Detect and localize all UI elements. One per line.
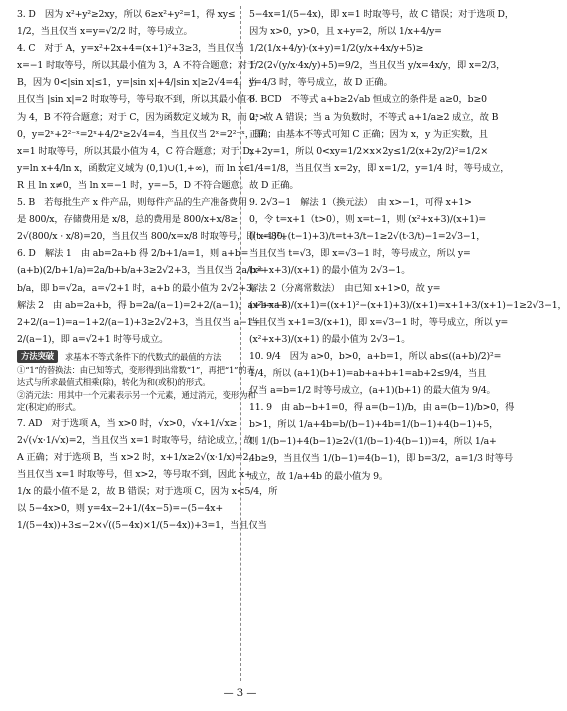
solution-line: 为 4，B 不符合题意；对于 C，因为函数定义域为 R，而 2ˣ>: [17, 111, 267, 123]
solution-line: 当且仅当 x+1=3/(x+1)，即 x=√3−1 时，等号成立，所以 y=: [249, 316, 509, 328]
solution-line: 是 800/x，存储费用是 x/8，总的费用是 800/x+x/8≥: [17, 214, 239, 226]
solution-line: 仅当 a=b=1/2 时等号成立，(a+1)(b+1) 的最大值为 9/4。: [249, 385, 496, 397]
solution-line: R 且 ln x≠0，当 ln x=−1 时，y=−5，D 不符合题意。: [17, 179, 249, 191]
solution-line: 当且仅当 x=1 时取等号，但 x>2，等号取不到，因此 x+: [17, 468, 252, 480]
solution-line: 则 1/(b−1)+4(b−1)≥2√(1/(b−1)·4(b−1))=4，所以 1/a+: [249, 436, 497, 448]
method-tip-box: [17, 350, 256, 414]
solution-line: 解法 2（分离常数法） 由已知 x+1>0，故 y=: [249, 282, 441, 294]
solution-line: 正确；由基本不等式可知 C 正确；因为 x，y 为正实数，且: [249, 128, 488, 140]
method-tip-line: 达式与所求最值式相乘(除)，转化为和(或积)的形式。: [17, 377, 211, 388]
solution-line: A 正确；对于选项 B，当 x>2 时，x+1/x≥2√(x·1/x)=2，: [17, 451, 258, 463]
solution-line: 解法 2 由 ab=2a+b，得 b=2a/(a−1)=2+2/(a−1)，a+b=a+: [17, 299, 288, 311]
solution-line: b>1，所以 1/a+4b=b/(b−1)+4b=1/(b−1)+4(b−1)+5，: [249, 419, 499, 431]
solution-line: 1/(5−4x))+3≤−2×√((5−4x)×1/(5−4x))+3=1，当且仅当: [17, 520, 267, 532]
solution-line: 5. B 若每批生产 x 件产品，则每件产品的生产准备费用: [17, 197, 247, 209]
solution-line: 4. C 对于 A，y=x²+2x+4=(x+1)²+3≥3，当且仅当: [17, 43, 244, 55]
right-column: [249, 6, 567, 485]
solution-line: 7. AD 对于选项 A，当 x>0 时，√x>0，√x+1/√x≥: [17, 417, 238, 429]
solution-line: b/a，即 b=√2a，a=√2+1 时，a+b 的最小值为 2√2+3。: [17, 282, 261, 294]
solution-line: y=ln x+4/ln x，函数定义域为 (0,1)∪(1,+∞)，而 ln x∈: [17, 162, 251, 174]
solution-line: 当且仅当 t=√3，即 x=√3−1 时，等号成立，所以 y=: [249, 248, 471, 260]
solution-line: (x²+x+3)/(x+1)=((x+1)²−(x+1)+3)/(x+1)=x+1+3/(x+1)−1≥2√3−1，: [249, 299, 567, 311]
solution-line: 2/(a−1)，即 a=√2+1 时等号成立。: [17, 333, 169, 345]
method-tip-line: 定(积定)的形式。: [17, 402, 81, 413]
solution-line: 6. D 解法 1 由 ab=2a+b 得 2/b+1/a=1，则 a+b=: [17, 248, 249, 260]
page-number: — 3 —: [223, 688, 257, 699]
solution-line: 1/4，所以 (a+1)(b+1)=ab+a+b+1=ab+2≤9/4，当且: [249, 367, 487, 379]
solution-line: y=4/3 时，等号成立，故 D 正确。: [249, 77, 393, 89]
solution-line: 5−4x=1/(5−4x)，即 x=1 时取等号，故 C 错误；对于选项 D，: [249, 9, 515, 20]
solution-line: x=1 时取等号，所以其最小值为 4，C 符合题意；对于 D，: [17, 145, 259, 157]
solution-line: 1/2，当且仅当 x=y=√2/2 时，等号成立。: [17, 26, 193, 38]
solution-line: 成立，故 1/a+4b 的最小值为 9。: [249, 470, 388, 482]
right-solution-text: [249, 6, 567, 485]
solution-line: 1/2(1/x+4/y)·(x+y)=1/2(y/x+4x/y+5)≥: [249, 43, 424, 55]
solution-line: 8. BCD 不等式 a+b≥2√ab 恒成立的条件是 a≥0，b≥0: [249, 94, 487, 106]
solution-line: 以 5−4x>0，则 y=4x−2+1/(4x−5)=−(5−4x+: [17, 502, 223, 514]
solution-line: 2√(√x·1/√x)=2，当且仅当 x=1 时取等号，结论成立，故: [17, 434, 253, 446]
solution-line: (x²+x+3)/(x+1) 的最小值为 2√3−1。: [249, 333, 411, 345]
solution-line: (x²+x+3)/(x+1) 的最小值为 2√3−1。: [249, 265, 411, 277]
solution-line: ((t−1)²+(t−1)+3)/t=t+3/t−1≥2√(t·3/t)−1=2√3−1，: [249, 231, 486, 243]
method-tip-title: 求基本不等式条件下的代数式的最值的方法: [64, 351, 222, 362]
solution-line: 0，令 t=x+1（t>0），则 x=t−1，则 (x²+x+3)/(x+1)=: [249, 214, 486, 226]
solution-line: 2+2/(a−1)=a−1+2/(a−1)+3≥2√2+3，当且仅当 a−1=: [17, 316, 261, 328]
method-tip-badge: 方法突破: [17, 350, 58, 363]
solution-line: 3. D 因为 x²+y²≥2xy，所以 6≥x²+y²=1，得 xy≤: [17, 9, 236, 20]
solution-line: 4b≥9，当且仅当 1/(b−1)=4(b−1)，即 b=3/2，a=1/3 时等号: [249, 453, 513, 465]
solution-line: 且仅当 |sin x|=2 时取等号，等号取不到，所以其最小值不: [17, 94, 256, 106]
solution-line: 1/4=1/8，当且仅当 x=2y，即 x=1/2，y=1/4 时，等号成立，: [249, 162, 510, 174]
solution-line: B，因为 0<|sin x|≤1，y=|sin x|+4/|sin x|≥2√4=4，当: [17, 77, 258, 89]
method-tip-header: [17, 350, 231, 364]
solution-line: 故 D 正确。: [249, 179, 299, 191]
solution-line: 1/2(2√(y/x·4x/y)+5)=9/2，当且仅当 y/x=4x/y，即 x=2/3，: [249, 60, 506, 72]
solution-line: 1/x 的最小值不是 2，故 B 错误；对于选项 C，因为 x<5/4，所: [17, 485, 278, 497]
solution-line: 9. 2√3−1 解法 1（换元法） 由 x>−1，可得 x+1>: [249, 197, 472, 209]
solution-line: 因为 x>0，y>0，且 x+y=2，所以 1/x+4/y=: [249, 26, 442, 38]
solution-line: 11. 9 由 ab−b+1=0，得 a=(b−1)/b，由 a=(b−1)/b>0，得: [249, 402, 515, 414]
solution-line: 0，y=2ˣ+2²⁻ˣ=2ˣ+4/2ˣ≥2√4=4，当且仅当 2ˣ=2²⁻ˣ，即: [17, 128, 264, 140]
method-tip-line: ①“1”的替换法：由已知等式，变形得到出常数“1”，再把“1”的表: [17, 364, 255, 375]
left-solution-text-continued: [17, 415, 278, 535]
solution-line: (a+b)(2/b+1/a)=2a/b+b/a+3≥2√2+3，当且仅当 2a/b=: [17, 265, 264, 277]
solution-line: x+2y=1，所以 0<xy=1/2×x×2y≤1/2(x+2y/2)²=1/2×: [249, 145, 489, 157]
solution-line: x=−1 时取等号，所以其最小值为 3，A 不符合题意；对于: [17, 60, 256, 72]
solution-line: 10. 9/4 因为 a>0，b>0，a+b=1，所以 ab≤((a+b)/2)²=: [249, 350, 502, 362]
column-divider: [240, 6, 241, 681]
solution-line: 0，故 A 错误；当 a 为负数时，不等式 a+1/a≥2 成立，故 B: [249, 111, 499, 123]
method-tip-line: ②消元法：用其中一个元素表示另一个元素，通过消元，变形为和: [17, 389, 256, 400]
solution-line: 2√(800/x · x/8)=20，当且仅当 800/x=x/8 时取等号，即 x=80。: [17, 231, 292, 243]
